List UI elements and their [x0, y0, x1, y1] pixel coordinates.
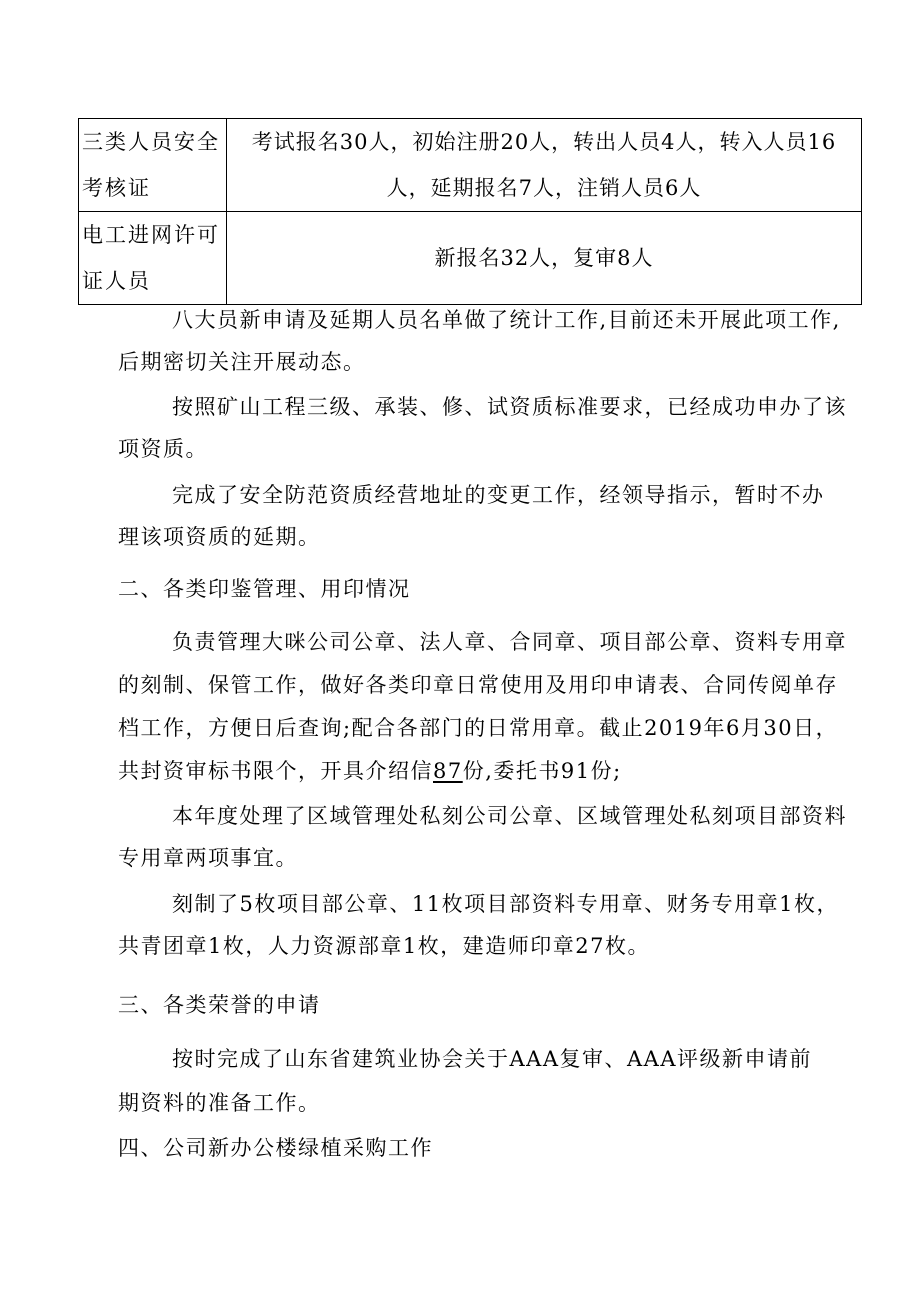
paragraph-line: 按时完成了山东省建筑业协会关于AAA复审、AAA评级新申请前 [172, 1047, 812, 1071]
paragraph-line: 档工作，方便日后查询;配合各部门的日常用章。截止2019年6月30日， [118, 716, 839, 740]
table-value-cell: 新报名32人，复审8人 [227, 212, 862, 305]
table-value-cell: 考试报名30人，初始注册20人，转出人员4人，转入人员16人，延期报名7人，注销人员6人 [227, 119, 862, 212]
text-run: 份,委托书91份; [462, 759, 622, 783]
text-run: 共封资审标书限个，开具介绍信 [118, 759, 433, 783]
paragraph-line [118, 761, 622, 782]
paragraph-line: 八大员新申请及延期人员名单做了统计工作,目前还未开展此项工作, [172, 308, 841, 332]
section-heading: 二、各类印鉴管理、用印情况 [118, 577, 411, 601]
section-heading: 三、各类荣誉的申请 [118, 993, 321, 1017]
paragraph-line: 的刻制、保管工作，做好各类印章日常使用及用印申请表、合同传阅单存 [118, 673, 838, 697]
paragraph-line: 本年度处理了区域管理处私刻公司公章、区域管理处私刻项目部资料 [172, 804, 847, 828]
paragraph-line: 专用章两项事宜。 [118, 846, 298, 870]
paragraph-line: 共青团章1枚，人力资源部章1枚，建造师印章27枚。 [118, 934, 650, 958]
table-row [79, 119, 862, 212]
paragraph-line: 项资质。 [118, 437, 208, 461]
paragraph-line: 负责管理大咪公司公章、法人章、合同章、项目部公章、资料专用章 [172, 630, 847, 654]
table-label-cell: 三类人员安全考核证 [79, 119, 227, 212]
paragraph-line: 按照矿山工程三级、承装、修、试资质标准要求，已经成功申办了该 [172, 395, 847, 419]
paragraph-line: 期资料的准备工作。 [118, 1091, 321, 1115]
paragraph-line: 刻制了5枚项目部公章、11枚项目部资料专用章、财务专用章1枚， [172, 892, 839, 916]
paragraph-line: 完成了安全防范资质经营地址的变更工作，经领导指示，暂时不办 [172, 483, 825, 507]
personnel-table [78, 118, 862, 305]
paragraph-line: 理该项资质的延期。 [118, 525, 321, 549]
section-heading: 四、公司新办公楼绿植采购工作 [118, 1136, 433, 1160]
paragraph-line: 后期密切关注开展动态。 [118, 350, 366, 374]
underlined-number: 87 [433, 759, 463, 783]
table-row [79, 212, 862, 305]
table-label-cell: 电工进网许可证人员 [79, 212, 227, 305]
